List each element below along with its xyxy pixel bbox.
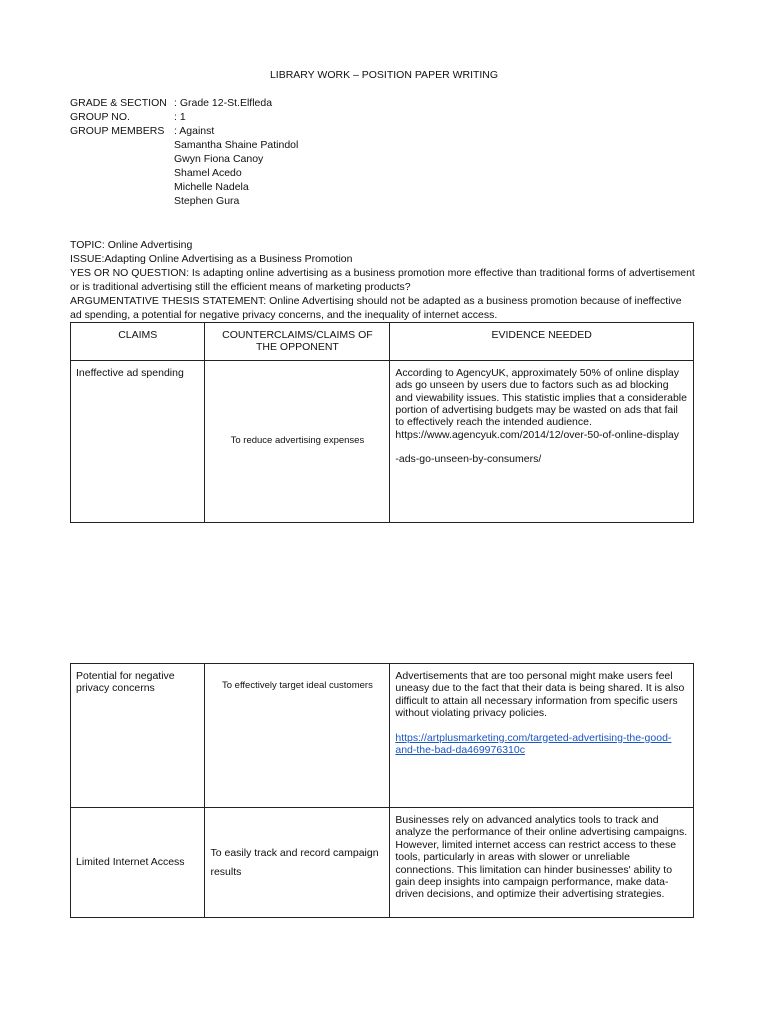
counterclaim-cell: To reduce advertising expenses: [205, 360, 390, 522]
table-row: [71, 808, 694, 918]
evidence-text: Advertisements that are too personal might make users feel uneasy due to the fact that their data is being shared. It is also difficult to attain all necessary information from specific users without violating privacy policies.: [395, 670, 685, 720]
member-name: Shamel Acedo: [174, 167, 242, 179]
grade-value: : Grade 12-St.Elfleda: [174, 97, 273, 109]
header-evidence: EVIDENCE NEEDED: [390, 323, 694, 361]
document-title: LIBRARY WORK – POSITION PAPER WRITING: [269, 69, 499, 81]
grade-label: GRADE & SECTION: [70, 97, 167, 109]
claims-table-continued: [70, 663, 694, 918]
table-header-row: [71, 323, 694, 361]
question-line: YES OR NO QUESTION: Is adapting online advertising as a business promotion more effective than traditional forms of advertisement or is traditional advertising still the efficient means of marketing products?: [70, 267, 695, 293]
evidence-link[interactable]: https://artplusmarketing.com/targeted-advertising-the-good-and-the-bad-da469976310c: [395, 731, 672, 757]
table-row: [71, 664, 694, 808]
evidence-text: According to AgencyUK, approximately 50% of online display ads go unseen by users due to factors such as ad blocking and viewability issues. This statistic implies that a considerable portion of advertising budgets may be wasted on ads that fail to effectively reach the intended audience. https://www.agencyuk.com/2014/12/over-50-of-online-display: [395, 366, 687, 441]
table-row: [71, 360, 694, 522]
topic-section: [70, 238, 696, 322]
members-row: [70, 124, 298, 138]
group-no-label: GROUP NO.: [70, 111, 130, 123]
group-no-value: : 1: [174, 111, 186, 123]
claim-cell: Ineffective ad spending: [71, 360, 205, 522]
members-label: GROUP MEMBERS: [70, 125, 165, 137]
member-name: Gwyn Fiona Canoy: [174, 153, 264, 165]
group-info: [70, 96, 298, 208]
member-name: Samantha Shaine Patindol: [174, 139, 299, 151]
claim-cell: Potential for negative privacy concerns: [71, 664, 205, 808]
grade-row: [70, 96, 298, 110]
evidence-cell: [390, 664, 694, 808]
members-list: [174, 138, 298, 208]
counterclaim-cell: To effectively target ideal customers: [205, 664, 390, 808]
evidence-text-extra: -ads-go-unseen-by-consumers/: [395, 453, 542, 466]
claim-cell: Limited Internet Access: [71, 808, 205, 918]
issue-line: ISSUE:Adapting Online Advertising as a Business Promotion: [70, 253, 353, 265]
thesis-line: ARGUMENTATIVE THESIS STATEMENT: Online Advertising should not be adapted as a business promotion because of ineffective ad spending, a potential for negative privacy concerns, and the inequality of internet access.: [70, 295, 682, 321]
evidence-cell: Businesses rely on advanced analytics tools to track and analyze the performance of their online advertising campaigns. However, limited internet access can restrict access to these tools, particularly in areas with slower or unreliable connections. This limitation can hinder businesses' ability to gain deep insights into campaign performance, make data-driven decisions, and optimize their advertising strategies.: [390, 808, 694, 918]
member-name: Michelle Nadela: [174, 181, 249, 193]
member-name: Stephen Gura: [174, 195, 240, 207]
evidence-cell: [390, 360, 694, 522]
topic-line: TOPIC: Online Advertising: [70, 239, 193, 251]
header-counterclaims: COUNTERCLAIMS/CLAIMS OF THE OPPONENT: [205, 323, 390, 361]
claims-table: [70, 322, 694, 523]
group-no-row: [70, 110, 298, 124]
members-value: : Against: [174, 125, 215, 137]
counterclaim-cell: To easily track and record campaign results: [205, 808, 390, 918]
header-claims: CLAIMS: [71, 323, 205, 361]
